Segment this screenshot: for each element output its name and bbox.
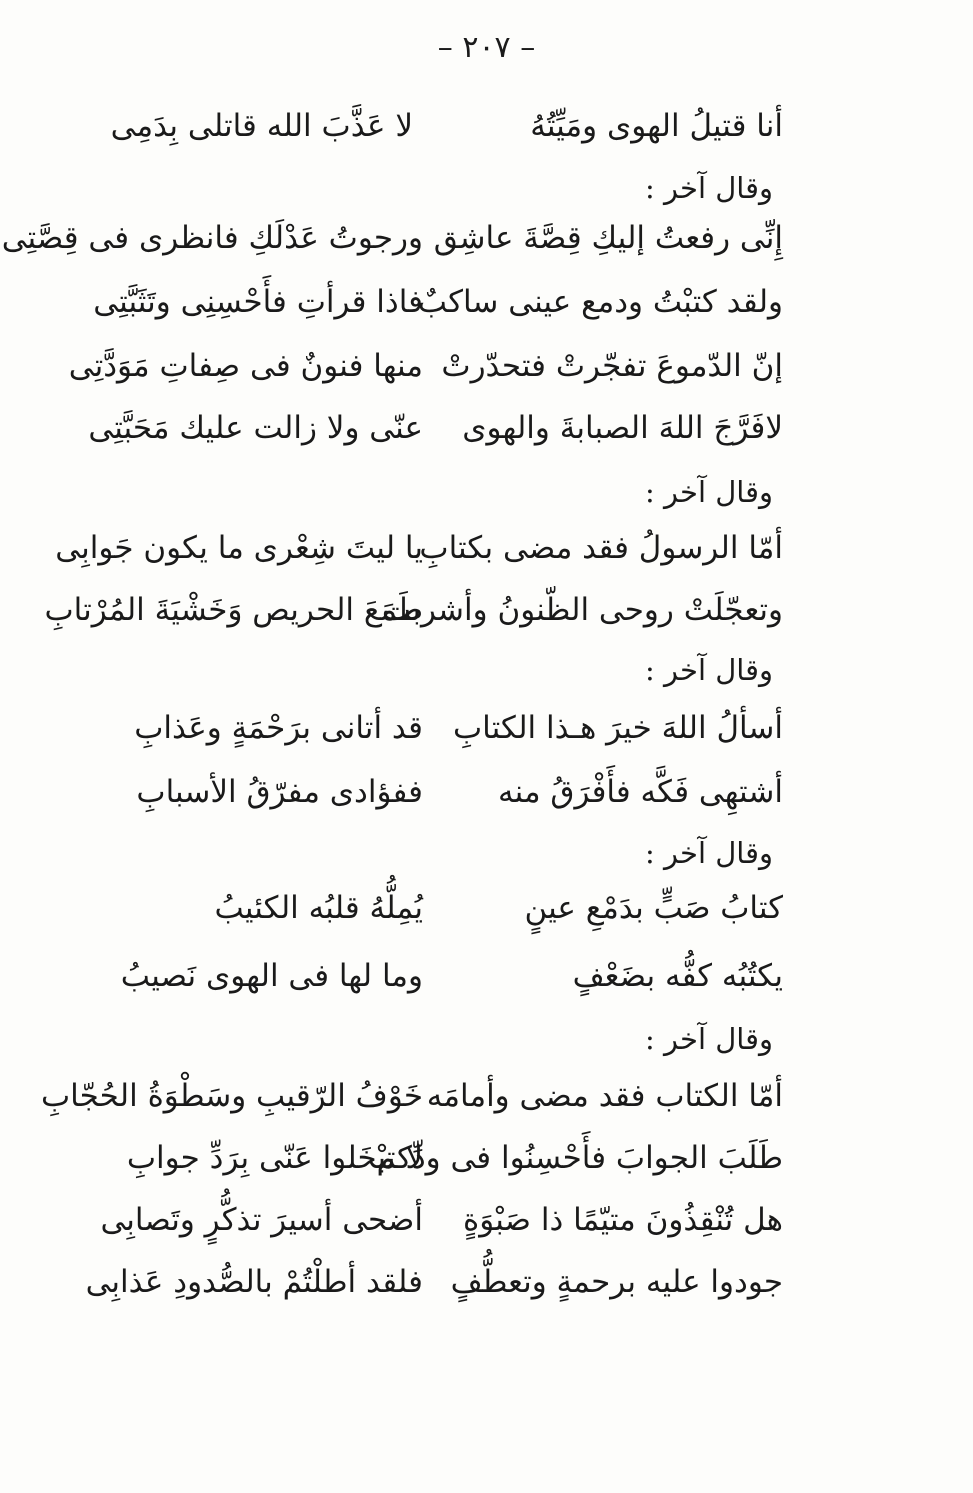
verse-first-hemistich: جودوا عليه برحمةٍ وتعطُّفٍ (450, 1264, 783, 1300)
verse-first-hemistich: أمّا الرسولُ فقد مضى بكتابِ (419, 530, 783, 566)
verse-second-hemistich: فاذا قرأتِ فأَحْسِنِى وتَثَبَّتِى (93, 284, 423, 320)
verse-first-hemistich: أنا قتيلُ الهوى ومَيِّتُهُ (530, 108, 783, 144)
verse-second-hemistich: ففؤادى مفرّقُ الأسبابِ (136, 774, 423, 810)
section-intro: وقال آخر : (645, 171, 773, 205)
verse-second-hemistich: فلقد أطلْتُمْ بالصُّدودِ عَذابِى (85, 1264, 423, 1300)
verse-second-hemistich: يُمِلُّهُ قلبُه الكئيبُ (214, 890, 423, 926)
verse-line (0, 876, 973, 940)
verse-second-hemistich: خَوْفُ الرّقيبِ وسَطْوَةُ الحُجّابِ (41, 1078, 423, 1114)
verse-first-hemistich: كتابُ صَبٍّ بدَمْعِ عينٍ (524, 890, 783, 926)
verse-line (0, 396, 973, 460)
verse-line (0, 270, 973, 334)
verse-second-hemistich: طَمَعَ الحريص وَخَشْيَةَ المُرْتابِ (44, 592, 423, 628)
section-intro: وقال آخر : (645, 653, 773, 687)
verse-first-hemistich: ولقد كتبْتُ ودمع عينى ساكبٌ (417, 284, 783, 320)
section-intro: وقال آخر : (645, 836, 773, 870)
verse-line (0, 578, 973, 642)
section-intro: وقال آخر : (645, 1022, 773, 1056)
verse-line (0, 1126, 973, 1190)
verse-second-hemistich: لا عَذَّبَ الله قاتلى بِدَمِى (110, 108, 413, 144)
verse-line (0, 334, 973, 398)
verse-line (0, 94, 973, 158)
verse-first-hemistich: أمّا الكتاب فقد مضى وأمامَه (426, 1078, 783, 1114)
verse-first-hemistich: طَلَبَ الجوابَ فأَحْسِنُوا فى ودِّكم (376, 1140, 783, 1176)
verse-second-hemistich: قد أتانى برَحْمَةٍ وعَذابِ (134, 710, 423, 746)
verse-line (0, 206, 973, 270)
page-number: – ٢٠٧ – (437, 30, 536, 65)
verse-first-hemistich: أشتهِى فَكَّه فأَفْرَقُ منه (497, 774, 783, 810)
verse-first-hemistich: أسألُ اللهَ خيرَ هـذا الكتابِ (452, 710, 783, 746)
verse-line (0, 696, 973, 760)
verse-second-hemistich: عنّى ولا زالت عليك مَحَبَّتِى (88, 410, 423, 446)
verse-second-hemistich: يا ليتَ شِعْرى ما يكون جَوابِى (55, 530, 423, 566)
verse-line (0, 760, 973, 824)
verse-second-hemistich: منها فنونٌ فى صِفاتِ مَوَدَّتِى (68, 348, 423, 384)
verse-second-hemistich: لا تبْخَلوا عَنّى بِرَدِّ جوابِ (126, 1140, 423, 1176)
verse-line (0, 1250, 973, 1314)
verse-second-hemistich: وما لها فى الهوى نَصيبُ (120, 958, 423, 994)
verse-first-hemistich: لافَرَّجَ اللهَ الصبابةَ والهوى (462, 410, 783, 446)
verse-first-hemistich: إنّ الدّموعَ تفجّرتْ فتحدّرتْ (441, 348, 783, 384)
verse-second-hemistich: أضحى أسيرَ تذكُّرٍ وتَصابِى (100, 1202, 423, 1238)
verse-first-hemistich: يكتُبُه كفُّه بضَعْفٍ (572, 958, 783, 994)
verse-line (0, 516, 973, 580)
verse-first-hemistich: إِنِّى رفعتُ إليكِ قِصَّةَ عاشِق (433, 220, 783, 256)
verse-first-hemistich: وتعجّلَتْ روحى الظّنونُ وأشربت (381, 592, 783, 628)
verse-line (0, 944, 973, 1008)
verse-line (0, 1188, 973, 1252)
section-intro: وقال آخر : (645, 475, 773, 509)
verse-second-hemistich: ورجوتُ عَدْلَكِ فانظرى فى قِصَّتِى (1, 220, 423, 256)
verse-line (0, 1064, 973, 1128)
verse-first-hemistich: هل تُنْقِذُونَ متيّمًا ذا صَبْوَةٍ (463, 1202, 783, 1238)
